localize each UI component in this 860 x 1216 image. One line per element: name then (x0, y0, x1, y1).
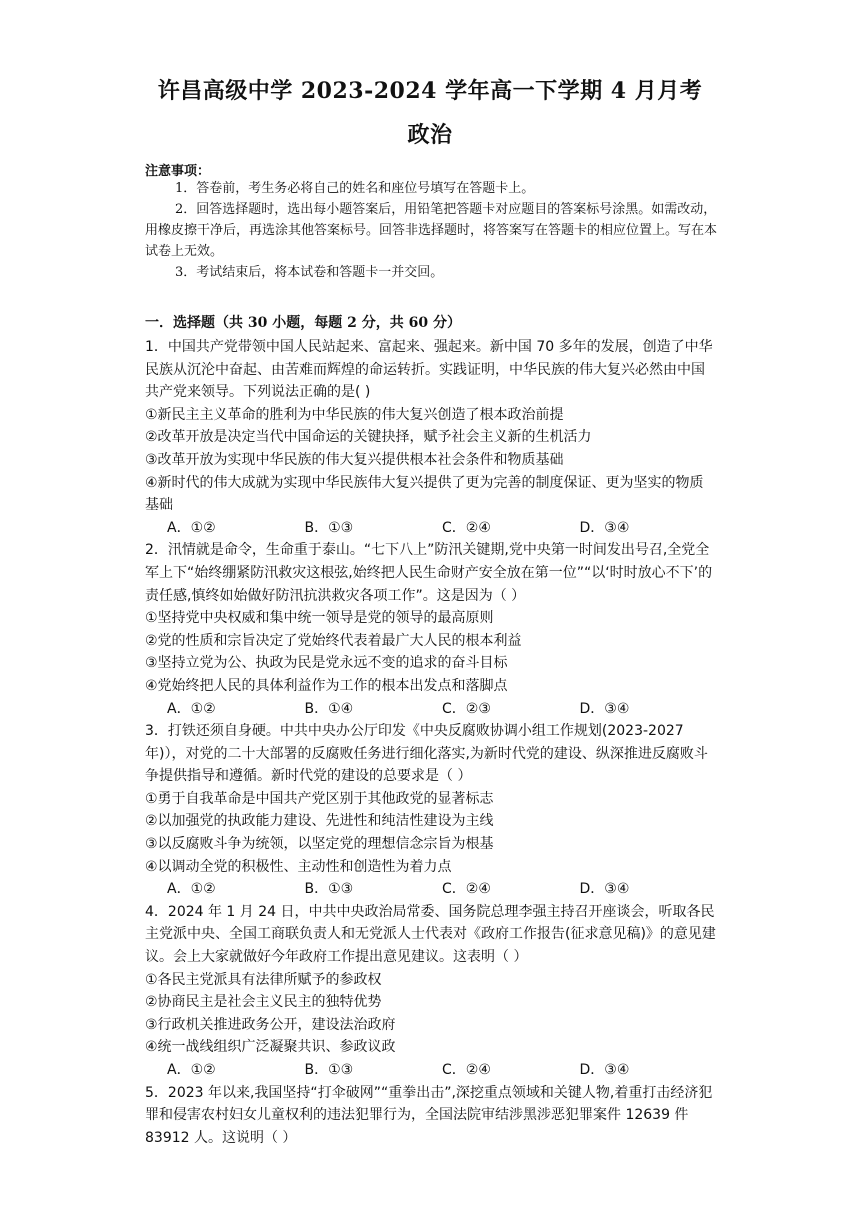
question-stem: 5．2023 年以来,我国坚持“打伞破网”“重拳出击”,深挖重点领域和关键人物,着重打击经济犯罪和侵害农村妇女儿童权利的违法犯罪行为，全国法院审结涉黑涉恶犯罪案件 12639 件 83912 人。这说明（ ） (145, 1084, 713, 1146)
question-stem: 4．2024 年 1 月 24 日，中共中央政治局常委、国务院总理李强主持召开座谈会，听取各民主党派中央、全国工商联负责人和无党派人士代表对《政府工作报告(征求意见稿)》的意见建议。会上大家就做好今年政府工作提出意见建议。这表明（ ） (145, 903, 716, 966)
statement: ④统一战线组织广泛凝聚共识、参政议政 (145, 1039, 396, 1056)
option-a: A．①② (167, 700, 216, 717)
option-c: C．②③ (442, 700, 491, 717)
option-b: B．①③ (304, 1062, 354, 1078)
question-stem: 2．汛情就是命令，生命重于泰山。“七下八上”防汛关键期,党中央第一时间发出号召,全党全军上下“始终绷紧防汛救灾这根弦,始终把人民生命财产安全放在第一位”“以‘时时放心不下’的责任感,慎终如始做好防汛抗洪救灾各项工作”。这是因为（ ） (145, 542, 713, 604)
notice-item: 1．答卷前，考生务必将自己的姓名和座位号填写在答题卡上。 (175, 181, 535, 196)
option-c: C．②④ (442, 1062, 491, 1078)
statement: ②改革开放是决定当代中国命运的关键抉择，赋予社会主义新的生机活力 (145, 429, 592, 446)
statement: ④党始终把人民的具体利益作为工作的根本出发点和落脚点 (145, 677, 508, 694)
question-stem: 3．打铁还须自身硬。中共中央办公厅印发《中央反腐败协调小组工作规划(2023-2027 年)），对党的二十大部署的反腐败任务进行细化落实,为新时代党的建设、纵深推进反腐败斗争提供指导和遵循。新时代党的建设的总要求是（ ） (145, 723, 708, 785)
option-c: C．②④ (442, 881, 491, 898)
option-a: A．①② (167, 881, 216, 898)
option-c: C．②④ (442, 519, 491, 536)
option-d: D．③④ (579, 881, 630, 898)
question-2 (145, 539, 717, 720)
statement: ③坚持立党为公、执政为民是党永远不变的追求的奋斗目标 (145, 655, 508, 672)
statement: ②以加强党的执政能力建设、先进性和纯洁性建设为主线 (145, 813, 494, 830)
statement: ④新时代的伟大成就为实现中华民族伟大复兴提供了更为完善的制度保证、更为坚实的物质基础 (145, 474, 704, 514)
option-a: A．①② (167, 519, 216, 536)
question-stem: 1．中国共产党带领中国人民站起来、富起来、强起来。新中国 70 多年的发展，创造了中华民族从沉沦中奋起、由苦难而辉煌的命运转折。实践证明，中华民族的伟大复兴必然由中国共产党来领导。下列说法正确的是( ) (145, 339, 713, 401)
option-d: D．③④ (579, 1062, 630, 1078)
answer-options (145, 1059, 717, 1082)
notice-list (145, 178, 717, 283)
option-a: A．①② (167, 1062, 216, 1078)
notice-item: 2．回答选择题时，选出每小题答案后，用铅笔把答题卡对应题目的答案标号涂黑。如需改动，用橡皮擦干净后，再选涂其他答案标号。回答非选择题时，将答案写在答题卡的相应位置上。写在本试卷上无效。 (145, 202, 718, 259)
statement: ②党的性质和宗旨决定了党始终代表着最广大人民的根本利益 (145, 632, 522, 649)
option-b: B．①③ (304, 519, 354, 536)
answer-options (145, 878, 717, 901)
answer-options (145, 517, 717, 540)
statement: ③以反腐败斗争为统领，以坚定党的理想信念宗旨为根基 (145, 836, 494, 853)
option-b: B．①③ (304, 881, 354, 898)
statement: ①各民主党派具有法律所赋予的参政权 (145, 971, 382, 988)
statement: ④以调动全党的积极性、主动性和创造性为着力点 (145, 858, 452, 875)
statement: ①新民主主义革命的胜利为中华民族的伟大复兴创造了根本政治前提 (145, 406, 564, 423)
question-3 (145, 720, 717, 901)
notice-heading: 注意事项： (145, 164, 211, 179)
statement: ③改革开放为实现中华民族的伟大复兴提供根本社会条件和物质基础 (145, 451, 564, 468)
statement: ①坚持党中央权威和集中统一领导是党的领导的最高原则 (145, 610, 494, 627)
question-list (145, 336, 717, 1149)
option-d: D．③④ (579, 519, 630, 536)
statement: ①勇于自我革命是中国共产党区别于其他政党的显著标志 (145, 790, 494, 807)
question-1 (145, 336, 717, 539)
statement: ③行政机关推进政务公开，建设法治政府 (145, 1016, 396, 1033)
question-4 (145, 901, 717, 1082)
answer-options (145, 698, 717, 721)
notice-item: 3．考试结束后，将本试卷和答题卡一并交回。 (175, 265, 444, 280)
question-5 (145, 1082, 717, 1150)
statement: ②协商民主是社会主义民主的独特优势 (145, 994, 382, 1011)
section-heading: 一．选择题（共 30 小题，每题 2 分，共 60 分） (145, 315, 461, 331)
exam-title: 许昌高级中学 2023-2024 学年高一下学期 4 月月考 (157, 78, 703, 104)
option-d: D．③④ (579, 700, 630, 717)
exam-subject: 政治 (407, 122, 453, 148)
option-b: B．①④ (304, 700, 354, 717)
